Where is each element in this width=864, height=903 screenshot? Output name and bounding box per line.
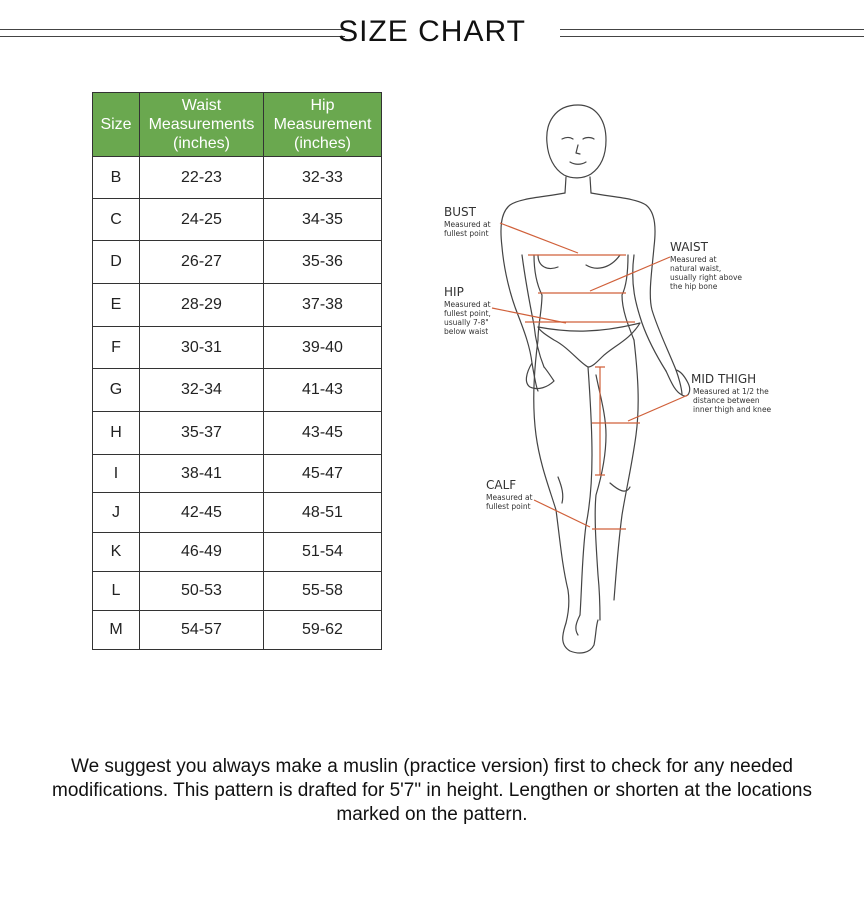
- calf-desc: fullest point: [486, 502, 531, 511]
- table-row: [93, 412, 382, 455]
- size-table-body: [93, 157, 382, 650]
- hip-cell: 35-36: [264, 241, 382, 284]
- hip-cell: 59-62: [264, 611, 382, 650]
- waist-cell: 35-37: [140, 412, 264, 455]
- body-measurement-figure: [430, 95, 850, 675]
- hip-desc: below waist: [444, 327, 489, 336]
- hip-title: HIP: [444, 285, 464, 299]
- size-table-header-row: [93, 93, 382, 157]
- hip-desc: fullest point,: [444, 309, 491, 318]
- waist-desc: Measured at: [670, 255, 717, 264]
- hip-cell: 55-58: [264, 572, 382, 611]
- size-cell: D: [93, 241, 140, 284]
- hip-cell: 41-43: [264, 369, 382, 412]
- waist-desc: natural waist,: [670, 264, 722, 273]
- size-cell: C: [93, 199, 140, 241]
- size-cell: J: [93, 493, 140, 533]
- size-cell: H: [93, 412, 140, 455]
- header-size: Size: [93, 93, 140, 157]
- waist-cell: 26-27: [140, 241, 264, 284]
- measurement-labels: [444, 205, 772, 511]
- calf-leader: [534, 500, 590, 527]
- muslin-note: We suggest you always make a muslin (practice version) first to check for any needed modifications. This pattern is drafted for 5'7" in height. Lengthen or shorten at the locations marked on the pattern.: [52, 756, 812, 825]
- table-row: [93, 199, 382, 241]
- size-cell: F: [93, 327, 140, 369]
- size-cell: I: [93, 455, 140, 493]
- hip-desc: Measured at: [444, 300, 491, 309]
- hip-leader: [492, 308, 566, 323]
- hip-cell: 34-35: [264, 199, 382, 241]
- title-rule-right: [560, 29, 864, 37]
- body-outline: [501, 105, 690, 653]
- calf-desc: Measured at: [486, 493, 533, 502]
- header-hip-line: Measurement: [273, 116, 372, 133]
- waist-cell: 28-29: [140, 284, 264, 327]
- table-row: [93, 241, 382, 284]
- mid-thigh-title: MID THIGH: [691, 372, 757, 386]
- hip-cell: 48-51: [264, 493, 382, 533]
- header-waist: [140, 93, 264, 157]
- hip-cell: 32-33: [264, 157, 382, 199]
- hip-cell: 43-45: [264, 412, 382, 455]
- size-cell: E: [93, 284, 140, 327]
- waist-cell: 30-31: [140, 327, 264, 369]
- waist-title: WAIST: [670, 240, 708, 254]
- hip-cell: 39-40: [264, 327, 382, 369]
- bust-desc: Measured at: [444, 220, 491, 229]
- mid-thigh-desc: inner thigh and knee: [693, 405, 772, 414]
- measurement-lines: [492, 223, 688, 529]
- header-hip: [264, 93, 382, 157]
- header-waist-line: Waist: [181, 97, 222, 114]
- waist-leader: [590, 257, 670, 291]
- hip-desc: usually 7-8": [444, 318, 489, 327]
- header-hip-line: (inches): [294, 135, 351, 152]
- waist-cell: 32-34: [140, 369, 264, 412]
- waist-desc: usually right above: [670, 273, 743, 282]
- table-row: [93, 611, 382, 650]
- table-row: [93, 493, 382, 533]
- size-cell: G: [93, 369, 140, 412]
- waist-cell: 46-49: [140, 533, 264, 572]
- calf-title: CALF: [486, 478, 517, 492]
- header-hip-line: Hip: [310, 97, 335, 114]
- header-waist-line: Measurements: [148, 116, 255, 133]
- header-waist-line: (inches): [173, 135, 230, 152]
- waist-cell: 38-41: [140, 455, 264, 493]
- table-row: [93, 572, 382, 611]
- page-title: SIZE CHART: [338, 15, 526, 48]
- size-cell: M: [93, 611, 140, 650]
- waist-cell: 22-23: [140, 157, 264, 199]
- mid-thigh-leader: [628, 395, 688, 421]
- mid-thigh-desc: distance between: [693, 396, 760, 405]
- table-row: [93, 455, 382, 493]
- size-table: [92, 92, 382, 650]
- waist-cell: 50-53: [140, 572, 264, 611]
- hip-cell: 37-38: [264, 284, 382, 327]
- table-row: [93, 284, 382, 327]
- bust-leader: [500, 223, 578, 253]
- table-row: [93, 533, 382, 572]
- bust-title: BUST: [444, 205, 476, 219]
- hip-cell: 51-54: [264, 533, 382, 572]
- waist-cell: 24-25: [140, 199, 264, 241]
- waist-cell: 54-57: [140, 611, 264, 650]
- size-cell: L: [93, 572, 140, 611]
- waist-cell: 42-45: [140, 493, 264, 533]
- table-row: [93, 327, 382, 369]
- hip-cell: 45-47: [264, 455, 382, 493]
- waist-desc: the hip bone: [670, 282, 718, 291]
- table-row: [93, 157, 382, 199]
- size-cell: B: [93, 157, 140, 199]
- title-bar: [0, 14, 864, 54]
- table-row: [93, 369, 382, 412]
- mid-thigh-desc: Measured at 1/2 the: [693, 387, 769, 396]
- bust-desc: fullest point: [444, 229, 489, 238]
- size-cell: K: [93, 533, 140, 572]
